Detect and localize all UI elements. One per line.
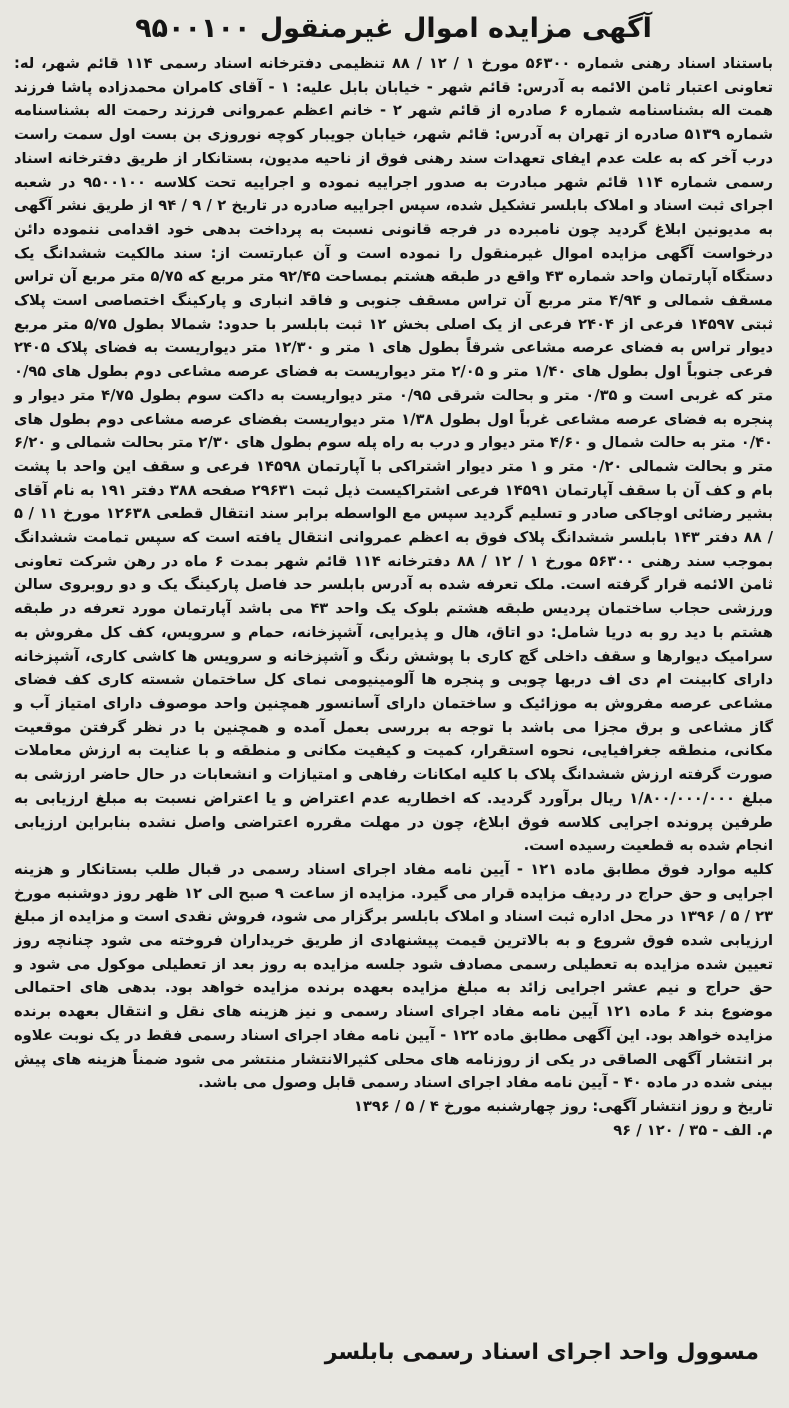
notice-body <box>14 52 773 1095</box>
notice-title: آگهی مزایده اموال غیرمنقول ۹۵۰۰۱۰۰ <box>135 13 652 44</box>
signature-line: مسوول واحد اجرای اسناد رسمی بابلسر <box>324 1340 759 1365</box>
notice-meta <box>14 1095 773 1142</box>
reference-number: م. الف - ۳۵ / ۱۲۰ / ۹۶ <box>613 1121 773 1139</box>
publish-date: تاریخ و روز انتشار آگهی: روز چهارشنبه مورخ ۴ / ۵ / ۱۳۹۶ <box>353 1097 773 1115</box>
notice-paragraph: کلیه موارد فوق مطابق ماده ۱۲۱ - آیین نامه مفاد اجرای اسناد رسمی در قبال طلب بستانکار و هزینه اجرایی و حق حراج در ردیف مزایده قرار می گیرد. مزایده از ساعت ۹ صبح الی ۱۲ ظهر روز دوشنبه مورخ ۲۳ / ۵ / ۱۳۹۶ در محل اداره ثبت اسناد و املاک بابلسر برگزار می شود، فروش نقدی است و مزایده از مبلغ ارزیابی شده فوق شروع و به بالاترین قیمت پیشنهادی از طریق خریداران فروخته می شود چنانچه روز تعیین شده مزایده به تعطیلی رسمی مصادف شود جلسه مزایده به روز بعد از تعطیلی موکول می شود و حق حراج و نیم عشر اجرایی زائد به مبلغ مزایده بعهده برنده مزایده خواهد بود. بدهی های احتمالی موضوع بند ۶ ماده ۱۲۱ آیین نامه مفاد اجرای اسناد رسمی و نیز هزینه های نقل و انتقال بعهده برنده مزایده خواهد بود. این آگهی مطابق ماده ۱۲۲ - آیین نامه مفاد اجرای اسناد رسمی فقط در یک نوبت علاوه بر انتشار آگهی الصاقی در یکی از روزنامه های محلی کثیرالانتشار منتشر می شود ضمناً هزینه های پیش بینی شده در ماده ۴۰ - آیین نامه مفاد اجرای اسناد رسمی قابل وصول می باشد. <box>14 860 774 1092</box>
notice-paragraph: باستناد اسناد رهنی شماره ۵۶۳۰۰ مورخ ۱ / ۱۲ / ۸۸ تنظیمی دفترخانه اسناد رسمی ۱۱۴ قائم شهر، له: تعاونی اعتبار ثامن الائمه به آدرس: قائم شهر - خیابان بابل علیه: ۱ - آقای کامران محمدزاده پاشا فرزند همت اله بشناسنامه شماره ۶ صادره از قائم شهر ۲ - خانم اعظم عمروانی فرزند رحمت اله بشناسنامه شماره ۵۱۳۹ صادره از تهران به آدرس: قائم شهر، خیابان جویبار کوچه نوروزی بن بست اول سمت راست درب آخر که به علت عدم ایفای تعهدات سند رهنی فوق از ناحیه مدیون، بستانکار از طریق دفترخانه اسناد رسمی شماره ۱۱۴ قائم شهر مبادرت به صدور اجراییه نموده و اجراییه تحت کلاسه ۹۵۰۰۱۰۰ در شعبه اجرای ثبت اسناد و املاک بابلسر تشکیل شده، سپس اجراییه صادره در تاریخ ۲ / ۹ / ۹۴ از طریق نشر آگهی به مدیونین ابلاغ گردید چون نامبرده در فرجه قانونی نسبت به پرداخت بدهی خود اقدامی ننموده دائن درخواست آگهی مزایده اموال غیرمنقول را نموده است و آن عبارتست از: سند مالکیت ششدانگ یک دستگاه آپارتمان واحد شماره ۴۳ واقع در طبقه هشتم بمساحت ۹۲/۴۵ متر مربع که ۵/۷۵ متر مربع آن تراس مسقف شمالی و ۴/۹۴ متر مربع آن تراس مسقف جنوبی و فاقد انباری و پارکینگ اختصاصی است پلاک ثبتی ۱۴۵۹۷ فرعی از ۲۴۰۴ فرعی از یک اصلی بخش ۱۲ ثبت بابلسر با حدود: شمالا بطول ۵/۷۵ متر مربع دیوار تراس به فضای عرصه مشاعی شرقاً بطول های ۱ متر و ۱۲/۳۰ متر دیواریست به فضای پلاک ۲۴۰۵ فرعی جنوباً اول بطول های ۱/۴۰ متر و ۲/۰۵ متر دیواریست به فضای عرصه مشاعی دوم بطول های ۰/۹۵ متر که غربی است و ۰/۳۵ متر و بحالت شرقی ۰/۹۵ متر دیواریست به داکت سوم بطول ۴/۷۵ متر دیوار و پنجره به فضای عرصه مشاعی غرباً اول بطول ۱/۳۸ متر دیواریست بفضای عرصه مشاعی دوم بطول های ۰/۴۰ متر به حالت شمال و ۴/۶۰ متر دیوار و درب به راه پله سوم بطول های ۲/۳۰ متر بحالت شمالی و ۶/۲۰ متر و بحالت شمالی ۰/۲۰ متر و ۱ متر دیوار اشتراکی با آپارتمان ۱۴۵۹۸ فرعی و سقف این واحد با پشت بام و کف آن با سقف آپارتمان ۱۴۵۹۱ فرعی اشتراکیست ذیل ثبت ۲۹۶۳۱ صفحه ۳۸۸ دفتر ۱۹۱ به نام آقای بشیر رضائی اوجاکی صادر و تسلیم گردید سپس مع الواسطه برابر سند انتقال قطعی ۱۲۶۳۸ مورخ ۱۱ / ۵ / ۸۸ دفتر ۱۴۳ بابلسر ششدانگ پلاک فوق به اعظم عمروانی انتقال یافته است که سپس تمامت ششدانگ بموجب سند رهنی ۵۶۳۰۰ مورخ ۱ / ۱۲ / ۸۸ دفترخانه ۱۱۴ قائم شهر بمدت ۶ ماه در رهن شرکت تعاونی ثامن الائمه قرار گرفته است. ملک تعرفه شده به آدرس بابلسر حد فاصل پارکینگ یک و دو روبروی سالن ورزشی حجاب ساختمان پردیس طبقه هشتم بلوک یک واحد ۴۳ می باشد آپارتمان مورد تعرفه در طبقه هشتم با دید رو به دریا شامل: دو اتاق، هال و پذیرایی، آشپزخانه، حمام و سرویس، کف کل مفروش به سرامیک دیوارها و سقف داخلی گچ کاری با پوشش رنگ و آشپزخانه و سرویس ها کاشی کاری، آشپزخانه دارای کابینت ام دی اف دربها چوبی و پنجره ها آلومینیومی نمای کل ساختمان شسته کاری کف فضای مشاعی عرصه مفروش به موزائیک و ساختمان دارای آسانسور همچنین واحد موصوف دارای امتیاز آب و گاز مشاعی و برق مجزا می باشد با توجه به بررسی بعمل آمده و همچنین با در نظر گرفتن موقعیت مکانی، منطقه جغرافیایی، نحوه استقرار، کمیت و کیفیت مکانی و منطقه و با عنایت به ارزش معاملات صورت گرفته ارزش ششدانگ پلاک با کلیه امکانات رفاهی و امتیازات و انشعابات در حال حاضر ارزشی به مبلغ ۱/۸۰۰/۰۰۰/۰۰۰ ریال برآورد گردید. که اخطاریه عدم اعتراض و یا اعتراض نسبت به مبلغ ارزیابی به طرفین پرونده اجرایی کلاسه فوق ابلاغ، چون در مهلت مقرره اعتراضی واصل نشده بنابراین ارزیابی انجام شده به قطعیت رسیده است. <box>14 55 774 855</box>
